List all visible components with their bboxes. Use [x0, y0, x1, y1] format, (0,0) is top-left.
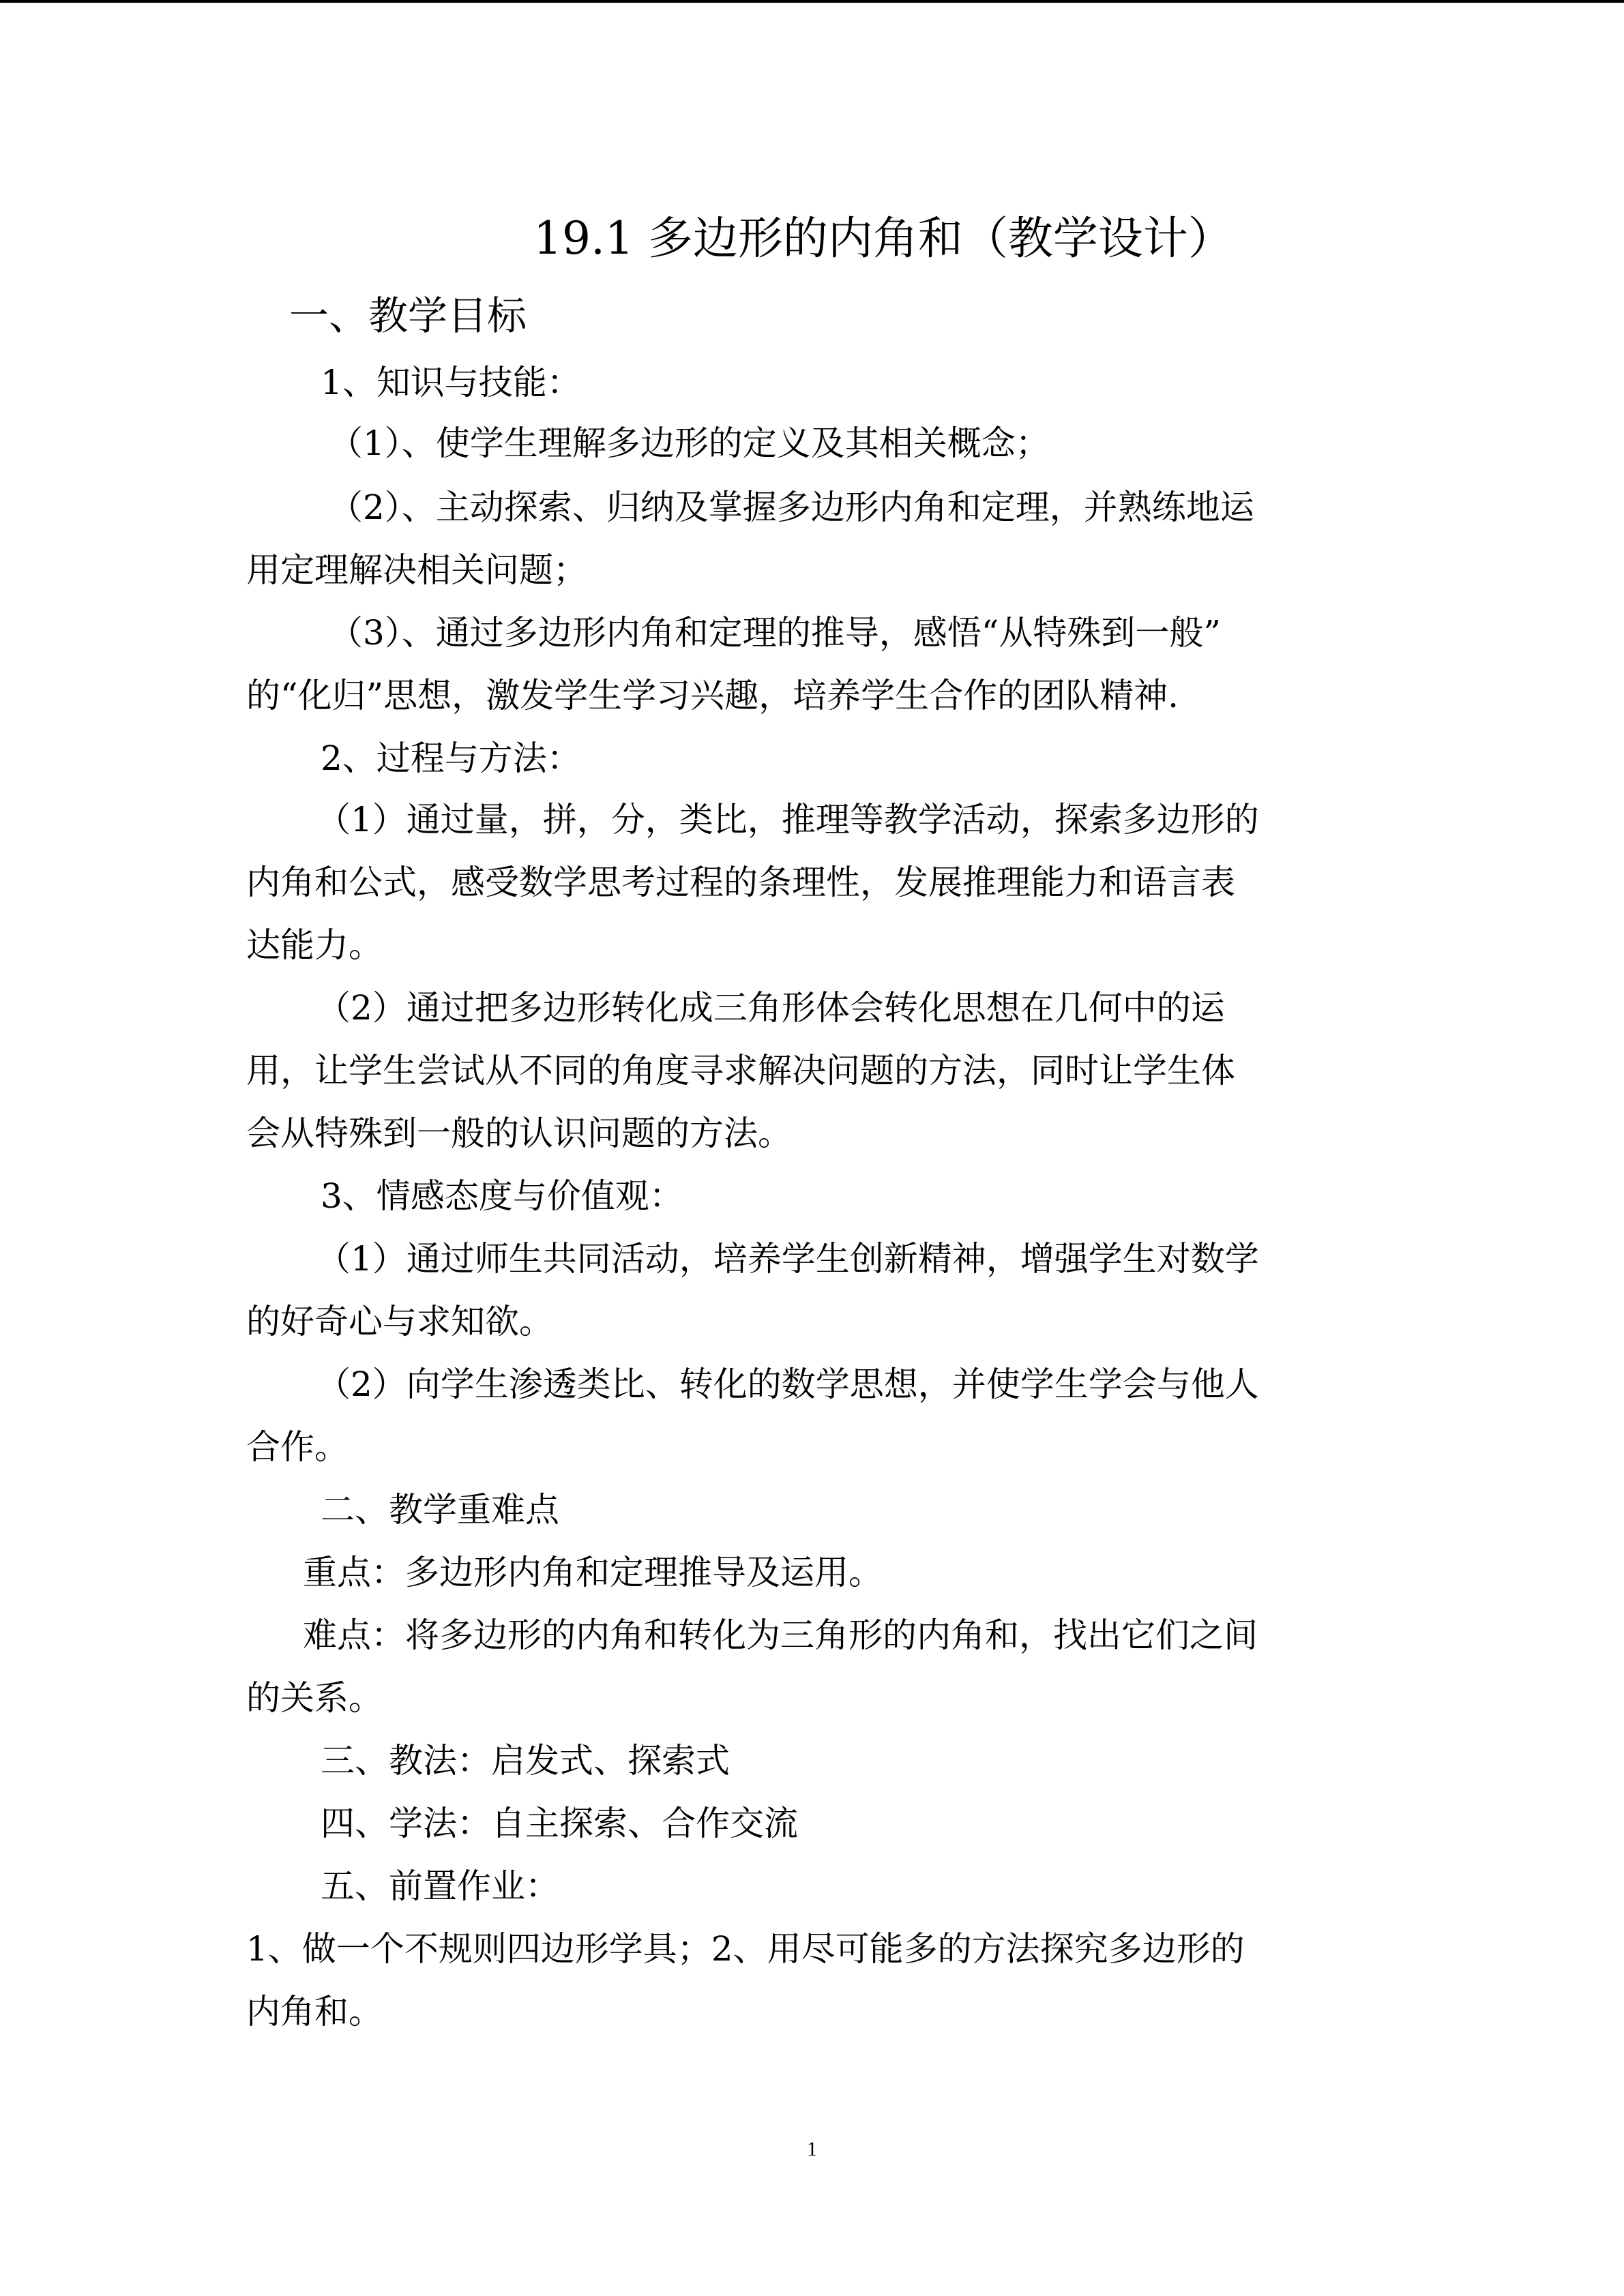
subsection-heading: 2、过程与方法： [321, 739, 581, 778]
paragraph-line: （2）向学生渗透类比、转化的数学思想，并使学生学会与他人 [316, 1365, 1259, 1404]
paragraph-line: （3）、通过多边形内角和定理的推导，感悟“从特殊到一般” [329, 613, 1221, 653]
paragraph-line: 用，让学生尝试从不同的角度寻求解决问题的方法，同时让学生体 [246, 1051, 1235, 1090]
paragraph-line: （1）、使学生理解多边形的定义及其相关概念； [329, 423, 1050, 463]
paragraph-line: （1）通过师生共同活动，培养学生创新精神，增强学生对数学 [316, 1239, 1259, 1279]
paragraph-line: 用定理解决相关问题； [246, 550, 587, 590]
top-border [0, 0, 1624, 3]
section-heading: 四、学法：自主探索、合作交流 [321, 1804, 798, 1843]
paragraph-line: 会从特殊到一般的认识问题的方法。 [246, 1114, 792, 1153]
paragraph-line: 重点：多边形内角和定理推导及运用。 [303, 1553, 883, 1592]
paragraph-line: 的“化归”思想，激发学生学习兴趣，培养学生合作的团队精神. [246, 676, 1179, 715]
paragraph-line: （2）、主动探索、归纳及掌握多边形内角和定理，并熟练地运 [329, 488, 1254, 527]
section-heading: 一、教学目标 [289, 293, 527, 339]
document-title: 19.1 多边形的内角和（教学设计） [533, 212, 1233, 265]
subsection-heading: 1、知识与技能： [321, 363, 581, 402]
paragraph-line: 1、做一个不规则四边形学具；2、用尽可能多的方法探究多边形的 [246, 1929, 1245, 1969]
paragraph-line: 难点：将多边形的内角和转化为三角形的内角和，找出它们之间 [303, 1615, 1258, 1655]
paragraph-line: 的关系。 [246, 1678, 383, 1718]
paragraph-line: （1）通过量，拼，分，类比，推理等教学活动，探索多边形的 [316, 800, 1259, 839]
paragraph-line: 合作。 [246, 1427, 349, 1467]
paragraph-line: 的好奇心与求知欲。 [246, 1302, 553, 1341]
paragraph-line: （2）通过把多边形转化成三角形体会转化思想在几何中的运 [316, 988, 1225, 1028]
section-heading: 二、教学重难点 [321, 1490, 559, 1530]
paragraph-line: 内角和。 [246, 1992, 383, 2031]
paragraph-line: 达能力。 [246, 925, 383, 965]
subsection-heading: 3、情感态度与价值观： [321, 1176, 683, 1216]
page-number: 1 [807, 2138, 817, 2160]
section-heading: 三、教法：启发式、探索式 [321, 1741, 730, 1780]
section-heading: 五、前置作业： [321, 1866, 559, 1906]
paragraph-line: 内角和公式，感受数学思考过程的条理性，发展推理能力和语言表 [246, 863, 1235, 902]
